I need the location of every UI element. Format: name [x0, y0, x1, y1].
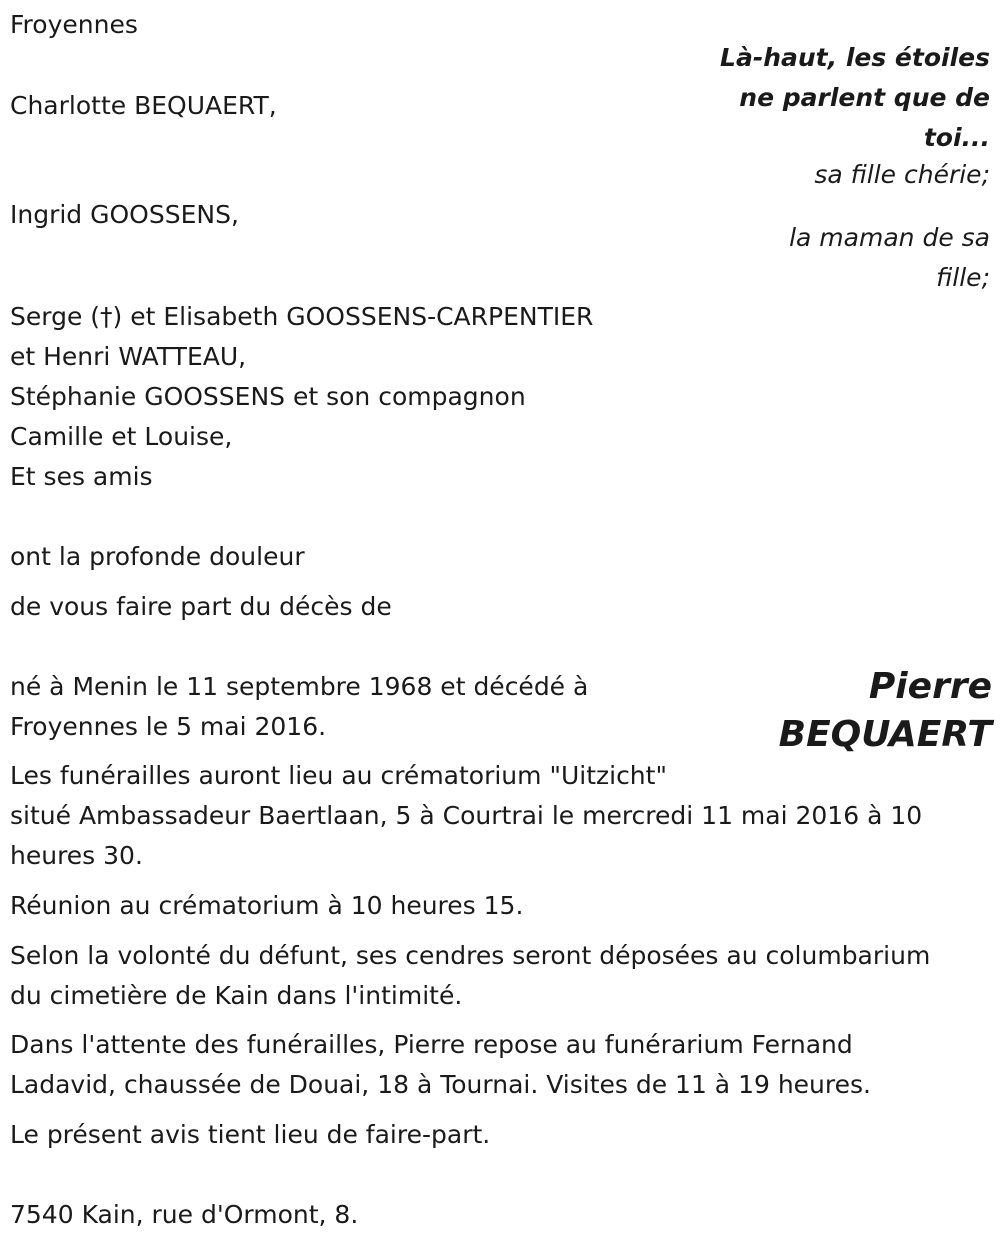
quote-line-1: Là-haut, les étoiles [720, 43, 990, 72]
announcement-line: ont la profonde douleur [10, 542, 305, 571]
relative-line: Stéphanie GOOSSENS et son compagnon [10, 382, 526, 411]
relative-line: Serge (†) et Elisabeth GOOSSENS-CARPENTIER [10, 302, 594, 331]
relative-line: Camille et Louise, [10, 422, 233, 451]
funeral-line: situé Ambassadeur Baertlaan, 5 à Courtrai le mercredi 11 mai 2016 à 10 [10, 801, 923, 830]
family-member-relation: fille; [936, 263, 990, 292]
address-line: 7540 Kain, rue d'Ormont, 8. [10, 1200, 359, 1229]
birth-death-line: né à Menin le 11 septembre 1968 et décédé à [10, 672, 589, 701]
ashes-line: Selon la volonté du défunt, ses cendres seront déposées au columbarium [10, 941, 931, 970]
funeral-line: heures 30. [10, 841, 143, 870]
family-member-name: Charlotte BEQUAERT, [10, 91, 277, 120]
wake-line: Dans l'attente des funérailles, Pierre repose au funérarium Fernand [10, 1030, 853, 1059]
family-member-relation: la maman de sa [789, 223, 990, 252]
wake-line: Ladavid, chaussée de Douai, 18 à Tournai. Visites de 11 à 19 heures. [10, 1070, 871, 1099]
quote-line-2: ne parlent que de [739, 83, 990, 112]
family-member-relation: sa fille chérie; [814, 160, 990, 189]
family-member-name: Ingrid GOOSSENS, [10, 200, 239, 229]
deceased-last-name: BEQUAERT [778, 714, 992, 755]
ashes-line: du cimetière de Kain dans l'intimité. [10, 981, 463, 1010]
quote-line-3: toi... [923, 123, 990, 152]
notice-text: Le présent avis tient lieu de faire-part. [10, 1120, 491, 1149]
relative-line: et Henri WATTEAU, [10, 342, 247, 371]
place-line: Froyennes [10, 10, 138, 39]
birth-death-line: Froyennes le 5 mai 2016. [10, 712, 327, 741]
deceased-first-name: Pierre [868, 666, 992, 707]
meeting-line: Réunion au crématorium à 10 heures 15. [10, 891, 524, 920]
relative-line: Et ses amis [10, 462, 153, 491]
announcement-line: de vous faire part du décès de [10, 592, 392, 621]
funeral-line: Les funérailles auront lieu au crématorium "Uitzicht" [10, 761, 667, 790]
